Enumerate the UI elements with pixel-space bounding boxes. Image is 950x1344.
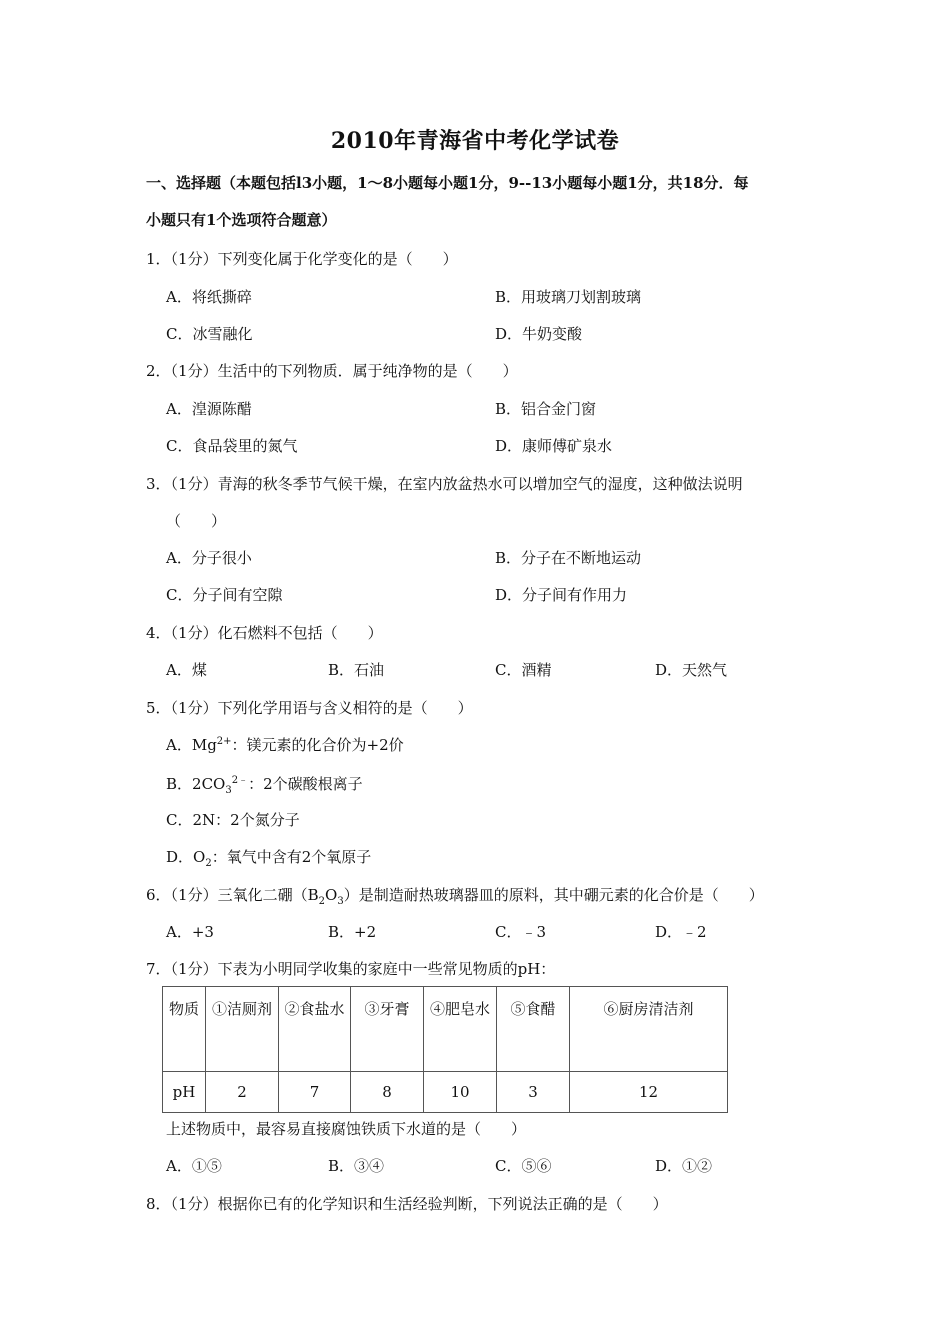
question-7-option-a: A．①⑤ [166, 1157, 222, 1175]
question-5-stem: 5．（1分）下列化学用语与含义相符的是（ ） [146, 699, 473, 717]
question-3-stem: 3．（1分）青海的秋冬季节气候干燥，在室内放盆热水可以增加空气的湿度，这种做法说明 [146, 475, 743, 493]
table-header-cell: ⑥厨房清洁剂 [570, 987, 728, 1072]
question-2-option-d: D．康师傅矿泉水 [495, 437, 613, 455]
question-6-option-c: C．﹣3 [495, 923, 547, 941]
question-1-stem: 1．（1分）下列变化属于化学变化的是（ ） [146, 250, 458, 268]
question-2-option-c: C．食品袋里的氮气 [166, 437, 298, 455]
table-header-cell: 物质 [163, 987, 206, 1072]
question-4-option-d: D．天然气 [655, 661, 728, 679]
question-4-option-c: C．酒精 [495, 661, 552, 679]
question-7-option-b: B．③④ [328, 1157, 385, 1175]
page-title: 2010年青海省中考化学试卷 [330, 128, 620, 154]
table-header-cell: ③牙膏 [351, 987, 424, 1072]
question-1-option-c: C．冰雪融化 [166, 325, 253, 343]
ph-table-header-row [163, 987, 728, 1072]
ph-table-value-row [163, 1072, 728, 1113]
question-3-option-c: C．分子间有空隙 [166, 586, 283, 604]
table-cell: 2 [206, 1072, 279, 1113]
table-cell: pH [163, 1072, 206, 1113]
question-6-option-b: B．+2 [328, 923, 377, 941]
section-heading-line1: 一、选择题（本题包括l3小题，1～8小题每小题1分，9--13小题每小题1分，共18分．每 [146, 174, 749, 192]
section-heading [146, 165, 816, 239]
table-header-cell: ⑤食醋 [497, 987, 570, 1072]
table-cell: 10 [424, 1072, 497, 1113]
table-cell: 8 [351, 1072, 424, 1113]
question-5-option-b: B．$2CO_3^{2﹣}$：2个碳酸根离子 [166, 775, 363, 796]
table-cell: 3 [497, 1072, 570, 1113]
ph-table [162, 986, 728, 1113]
table-cell: 7 [279, 1072, 351, 1113]
question-1-option-d: D．牛奶变酸 [495, 325, 583, 343]
question-4-option-b: B．石油 [328, 661, 385, 679]
question-1-option-a: A．将纸撕碎 [166, 288, 252, 306]
table-header-cell: ①洁厕剂 [206, 987, 279, 1072]
question-5-option-a: A．$Mg^{2+}$：镁元素的化合价为+2价 [166, 736, 404, 754]
question-4-stem: 4．（1分）化石燃料不包括（ ） [146, 624, 383, 642]
question-1-option-b: B．用玻璃刀划割玻璃 [495, 288, 642, 306]
section-heading-line2: 小题只有1个选项符合题意） [146, 211, 337, 229]
question-3-option-a: A．分子很小 [166, 549, 252, 567]
question-7-option-c: C．⑤⑥ [495, 1157, 552, 1175]
question-4-option-a: A．煤 [166, 661, 207, 679]
question-7-stem: 7．（1分）下表为小明同学收集的家庭中一些常见物质的pH： [146, 960, 556, 978]
question-3-option-b: B．分子在不断地运动 [495, 549, 642, 567]
question-3-stem-continued: （ ） [166, 512, 227, 530]
table-header-cell: ②食盐水 [279, 987, 351, 1072]
question-8-stem: 8．（1分）根据你已有的化学知识和生活经验判断，下列说法正确的是（ ） [146, 1195, 668, 1213]
question-7-followup: 上述物质中，最容易直接腐蚀铁质下水道的是（ ） [166, 1120, 527, 1138]
question-2-option-b: B．铝合金门窗 [495, 400, 597, 418]
question-6-option-a: A．+3 [166, 923, 214, 941]
question-6-stem: 6．（1分）三氧化二硼$(B_2O_3)$是制造耐热玻璃器皿的原料，其中硼元素的化合价是（ ） [146, 886, 764, 907]
question-5-option-d: D．$O_2$：氧气中含有2个氧原子 [166, 848, 372, 869]
table-cell: 12 [570, 1072, 728, 1113]
question-6-option-d: D．﹣2 [655, 923, 707, 941]
question-2-option-a: A．湟源陈醋 [166, 400, 252, 418]
table-header-cell: ④肥皂水 [424, 987, 497, 1072]
question-3-option-d: D．分子间有作用力 [495, 586, 628, 604]
question-2-stem: 2．（1分）生活中的下列物质．属于纯净物的是（ ） [146, 362, 518, 380]
question-5-option-c: C．2N：2个氮分子 [166, 811, 300, 829]
question-7-option-d: D．①② [655, 1157, 713, 1175]
